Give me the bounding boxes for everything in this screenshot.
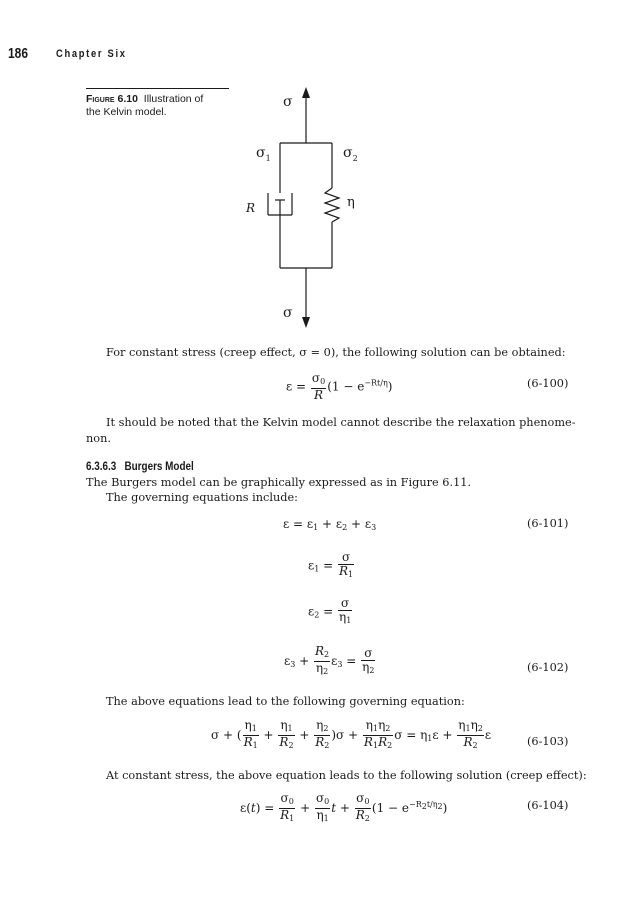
equation-6-101: $\varepsilon = \varepsilon_1 + \varepsilon_2 + \varepsilon_3$ xyxy=(283,517,377,532)
paragraph-note-line1: It should be noted that the Kelvin model cannot describe the relaxation phenome- xyxy=(106,416,576,429)
eq-number-6-102: (6-102) xyxy=(527,661,569,674)
paragraph-note-line2: non. xyxy=(86,432,111,445)
paragraph-solution: At constant stress, the above equation leads to the following solution (creep effect): xyxy=(106,769,587,782)
equation-eps2: $\varepsilon_2$ = $\frac{\sigma}{\eta_1}$ xyxy=(308,596,352,625)
section-title: Burgers Model xyxy=(124,461,194,473)
top-arrowhead xyxy=(302,87,310,98)
bottom-arrowhead xyxy=(302,317,310,328)
paragraph-governing: The governing equations include: xyxy=(106,491,298,504)
label-R: R xyxy=(246,201,256,215)
page-number: 186 xyxy=(8,45,29,62)
eq-number-6-101: (6-101) xyxy=(527,517,569,530)
caption-line-1: Illustration of xyxy=(143,93,204,105)
equation-6-103: σ + ( $\frac{\eta_1}{R_1}$ + $\frac{\eta_1}{R_2}$ + $\frac{\eta_2}{R_2}$ )σ + $\frac{\eta_1\eta_2}{R_1R_2}$ $\sigma = \eta_1\varepsilon$ + $\frac{\eta_1\eta_2}{R_2}$ ε xyxy=(211,718,492,750)
eq-number-6-104: (6-104) xyxy=(527,799,569,812)
spring xyxy=(325,188,339,222)
section-heading xyxy=(86,461,194,473)
eq-number-6-100: (6-100) xyxy=(527,377,569,390)
section-number: 6.3.6.3 xyxy=(86,461,117,473)
dashpot xyxy=(268,193,292,215)
label-sigma2: $\sigma_2$ xyxy=(343,145,358,163)
kelvin-model-diagram xyxy=(0,0,621,340)
paragraph-creep: For constant stress (creep effect, σ = 0), the following solution can be obtained: xyxy=(106,346,566,359)
label-eta: η xyxy=(347,195,355,210)
equation-6-100: ε = $\frac{\sigma_0}{R}$ $(1 - e^{-Rt/\eta})$ xyxy=(286,371,393,402)
eq-number-6-103: (6-103) xyxy=(527,735,569,748)
paragraph-burgers: The Burgers model can be graphically expressed as in Figure 6.11. xyxy=(86,476,472,489)
equation-6-104: ε(t) = $\frac{\sigma_0}{R_1}$ + $\frac{\sigma_0}{\eta_1}$ t + $\frac{\sigma_0}{R_2}$ $(1 - e^{-R_2t/\eta_2})$ xyxy=(240,791,448,823)
running-head: Chapter Six xyxy=(56,48,127,60)
label-sigma-top: σ xyxy=(283,94,293,110)
label-sigma1: $\sigma_1$ xyxy=(256,145,271,163)
equation-eps1: $\varepsilon_1$ = $\frac{\sigma}{R_1}$ xyxy=(308,550,354,579)
label-sigma-bottom: σ xyxy=(283,305,293,321)
equation-6-102: $\varepsilon_3$ + $\frac{R_2}{\eta_2}$ $\varepsilon_3$ = $\frac{\sigma}{\eta_2}$ xyxy=(284,644,375,676)
paragraph-lead: The above equations lead to the following governing equation: xyxy=(106,695,465,708)
figure-label: Figure 6.10 xyxy=(86,93,138,105)
caption-line-2: the Kelvin model. xyxy=(86,106,167,118)
